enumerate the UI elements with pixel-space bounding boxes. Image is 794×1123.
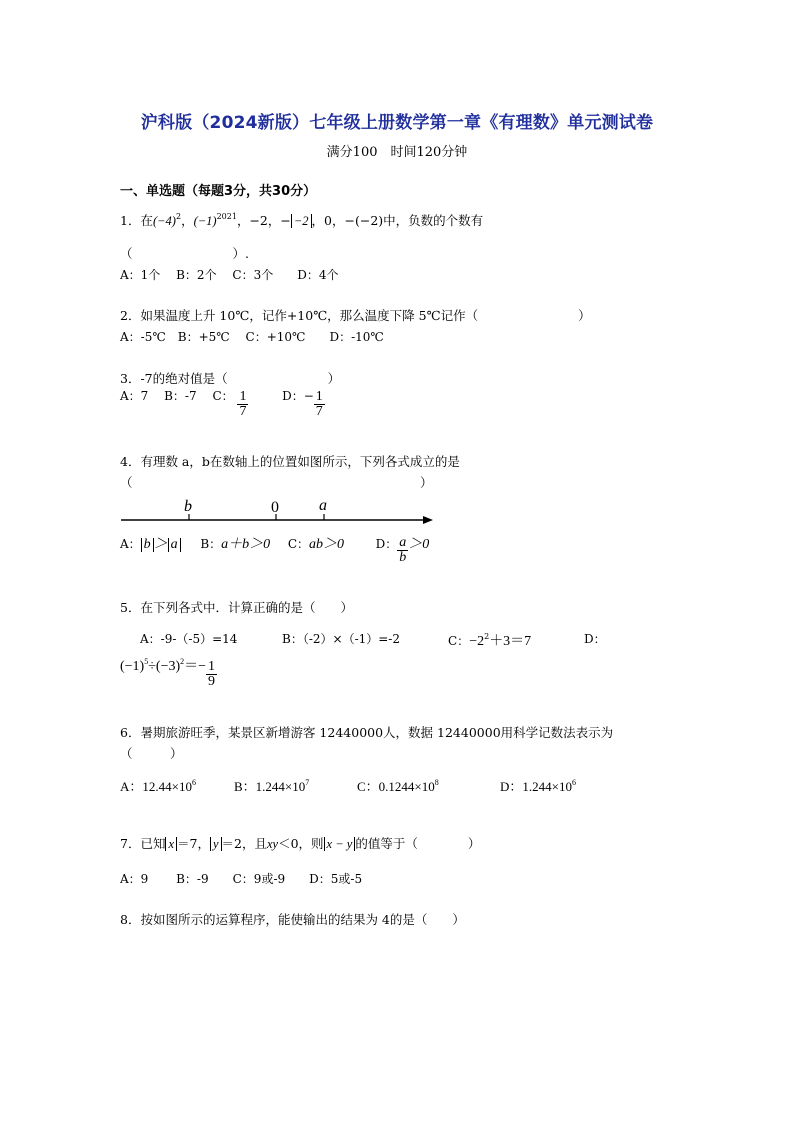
question-1-options: A：1个 B：2个 C：3个 D：4个 [120,268,339,282]
question-8-stem: 8．按如图所示的运算程序，能使输出的结果为 4的是（ ） [120,912,465,927]
question-6-option-d: D：$1.244\times 10^6$ [500,778,576,794]
question-6-option-b: B：$1.244\times 10^7$ [234,778,310,794]
page-subtitle: 满分100 时间120分钟 [326,145,468,160]
question-5-option-c: C：$-2^2+3=7$ [448,632,532,649]
number-line-arrow [423,516,433,524]
question-5-option-d-label: D： [584,632,606,646]
number-line-figure [115,494,445,530]
fraction-one-ninth: $\frac{1}{9}$ [208,659,216,689]
fraction-neg-one-seventh: $\frac{1}{7}$ [315,389,323,419]
label-zero: 0 [271,499,279,516]
question-5-option-d: $(-1)^5\div(-3)^2=-$ $\frac{1}{9}$ [120,656,216,689]
question-5-option-a: A：-9-（-5）=14 [140,632,238,646]
question-2-options: A：-5℃ B：+5℃ C：+10℃ D：-10℃ [120,330,384,344]
question-4-options: A： b ＞ a B：a＋b＞0 C：ab＞0 D： $\frac{a}{b}$ ＞0 [120,535,430,565]
fraction-a-over-b: $\frac{a}{b}$ [399,535,407,565]
question-5-stem: 5．在下列各式中．计算正确的是（ ） [120,600,353,615]
question-4-stem: 4．有理数 a，b在数轴上的位置如图所示，下列各式成立的是 [120,454,460,469]
label-a: a [319,497,327,514]
question-7-stem: 7．已知 x ＝7， y ＝2，且xy＜0，则 x − y 的值等于（ ） [120,836,481,851]
question-6-paren: （ ） [120,746,183,761]
question-3-options: A：7 B：-7 C： $\frac{1}{7}$ D：− $\frac{1}{7}$ [120,389,323,419]
question-4-paren: （ ） [120,475,433,490]
question-1-paren: （ ）. [120,246,249,261]
question-2-stem: 2．如果温度上升 10℃，记作+10℃，那么温度下降 5℃记作（ ） [120,308,591,323]
question-6-stem: 6．暑期旅游旺季，某景区新增游客 12440000人，数据 12440000用科学记数法表示为 [120,725,614,740]
label-b: b [184,498,192,515]
question-6-option-c: C：$0.1244\times 10^8$ [357,778,439,794]
fraction-one-seventh: $\frac{1}{7}$ [239,389,247,419]
question-5-option-b: B：（-2）×（-1）=-2 [282,632,400,646]
question-7-options: A：9 B：-9 C：9或-9 D：5或-5 [120,872,363,886]
question-3-stem: 3．-7的绝对值是（ ） [120,371,341,386]
question-1-stem: 1．在$(-4)^2$，$(-1)^{2021}$，−2，− −2 ，0，−(−2)中，负数的个数有 [120,212,484,228]
question-6-option-a: A：$12.44\times 10^6$ [120,778,196,794]
section-heading: 一、单选题（每题3分，共30分） [120,184,317,199]
page-title: 沪科版（2024新版）七年级上册数学第一章《有理数》单元测试卷 [140,113,654,133]
